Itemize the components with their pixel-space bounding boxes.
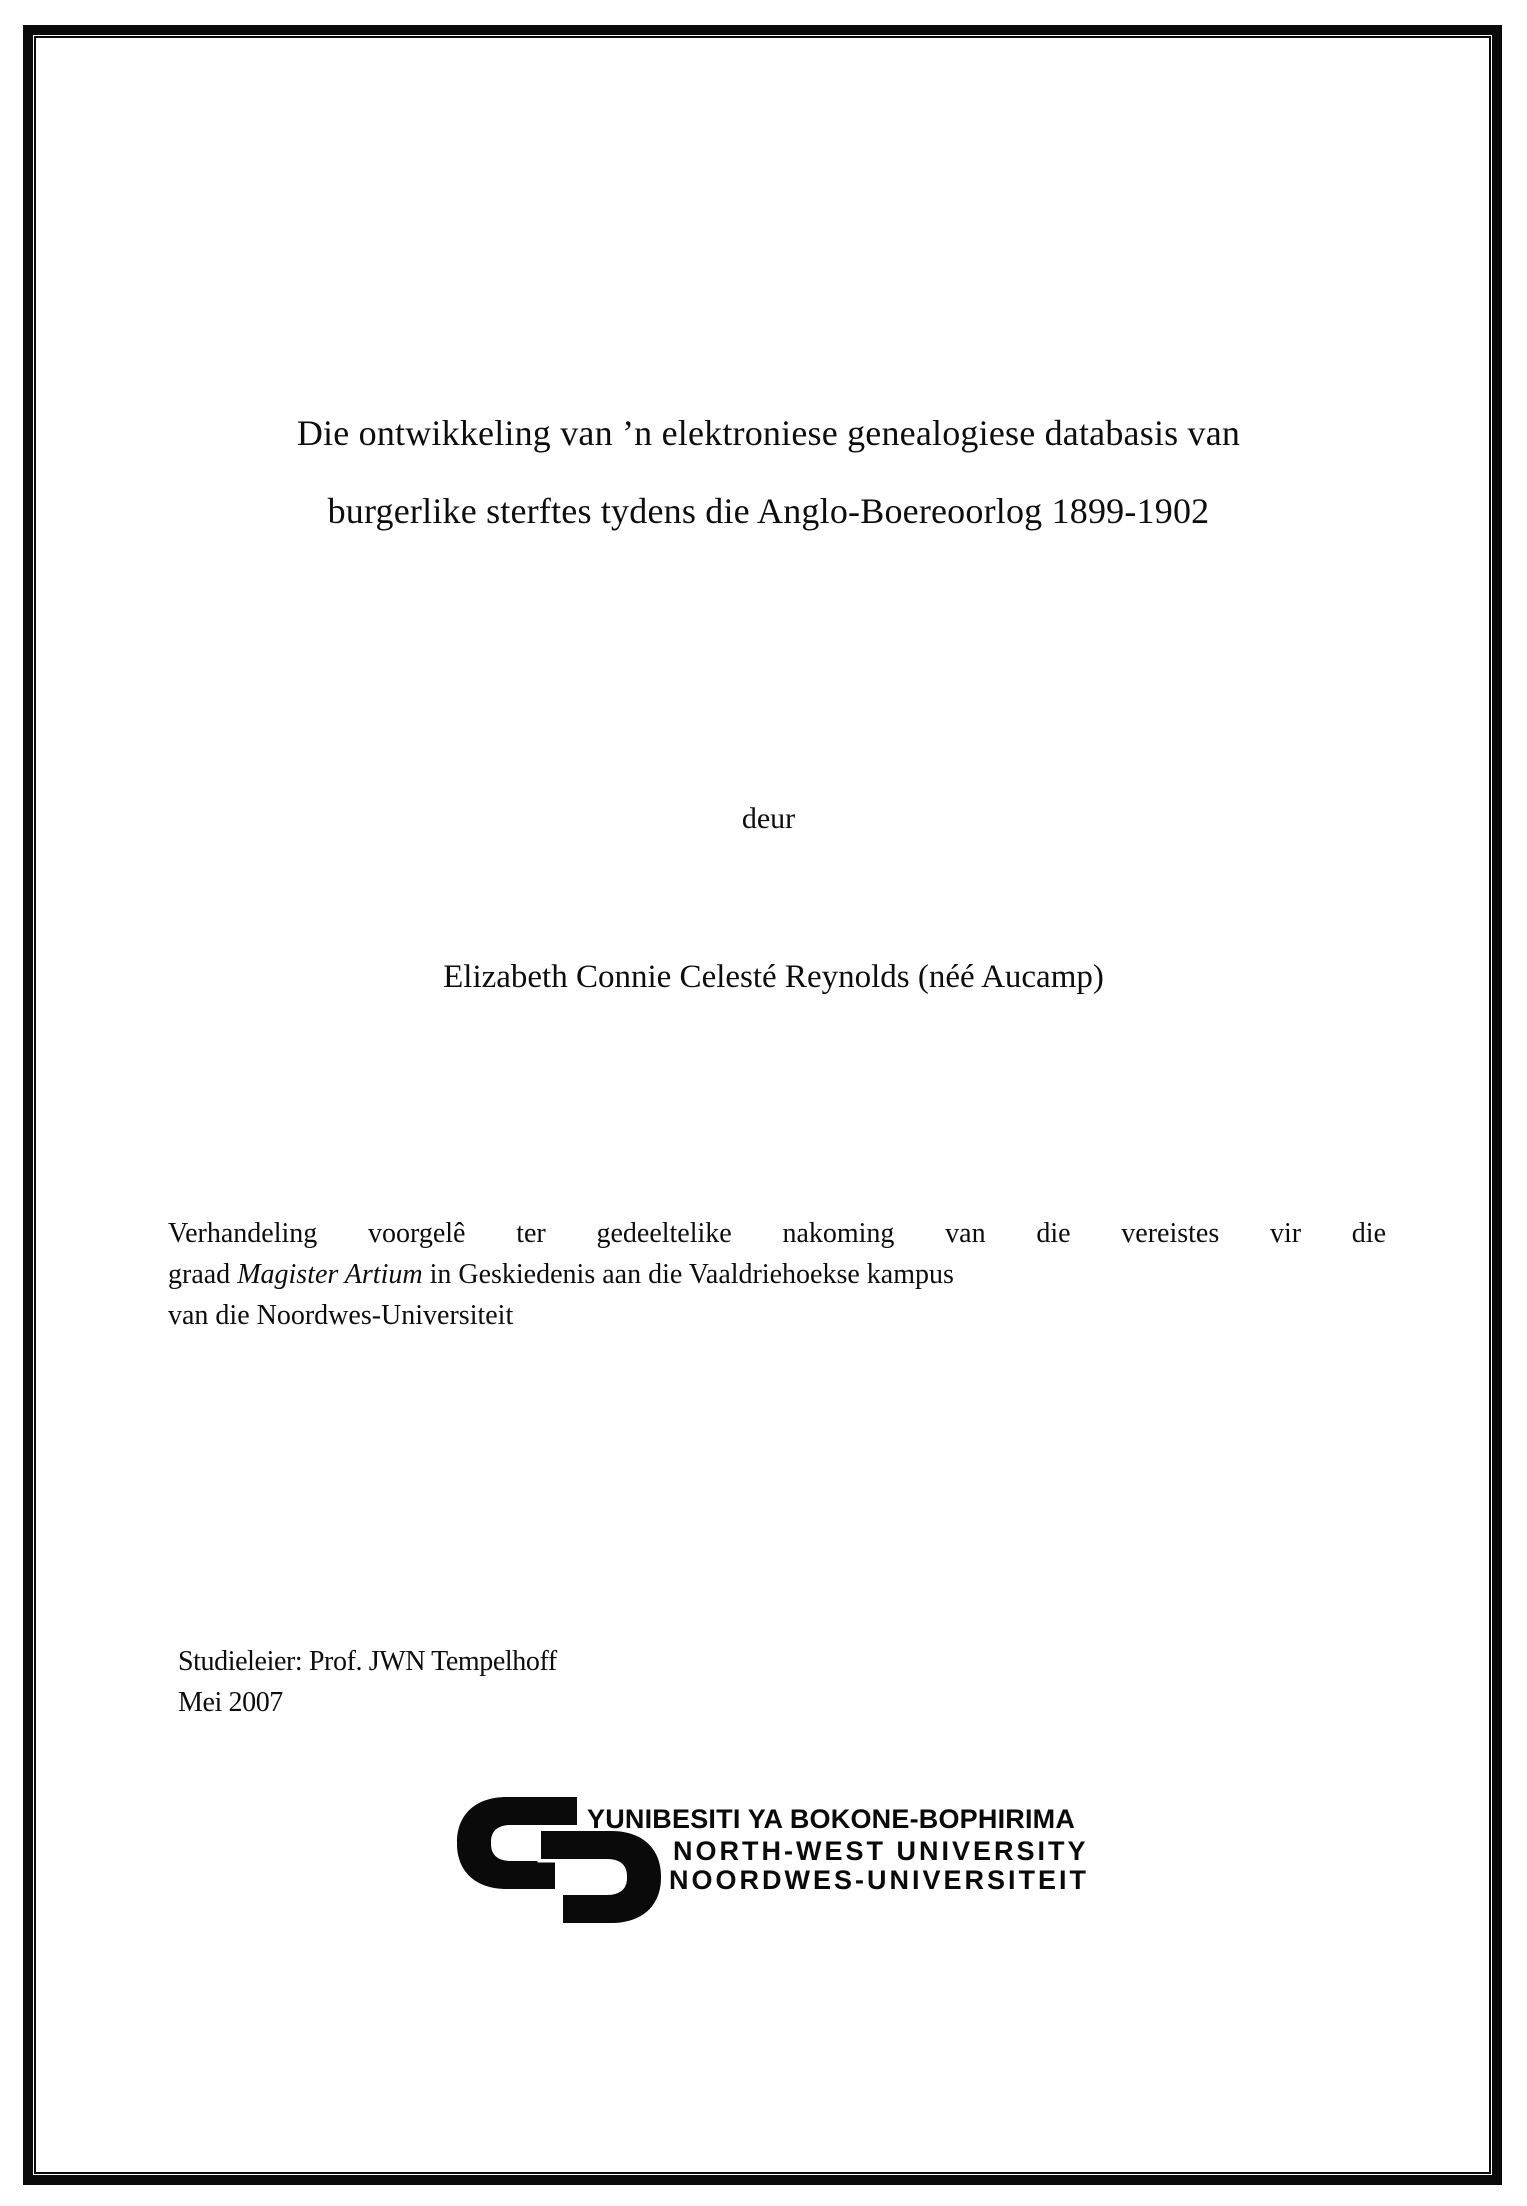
logo-text-setswana: YUNIBESITI YA BOKONE-BOPHIRIMA: [587, 1804, 1076, 1834]
degree-statement-line1: Verhandeling voorgelê ter gedeeltelike nakoming van die vereistes vir die: [168, 1218, 1386, 1249]
supervisor-block: [178, 1641, 557, 1723]
byline: deur: [741, 802, 796, 835]
logo-text-english: NORTH-WEST UNIVERSITY: [673, 1836, 1089, 1866]
degree-statement-line2: [168, 1254, 1386, 1295]
logo-text-afrikaans: NOORDWES-UNIVERSITEIT: [669, 1865, 1090, 1895]
thesis-title: [160, 394, 1377, 550]
date-line: Mei 2007: [178, 1687, 283, 1718]
degree-name-italic: Magister Artium: [237, 1259, 423, 1290]
degree-statement: [168, 1213, 1386, 1336]
north-west-university-logo: [455, 1795, 1155, 1935]
author-name: Elizabeth Connie Celesté Reynolds (néé Aucamp): [443, 959, 1104, 995]
degree-statement-line2-suffix: in Geskiedenis aan die Vaaldriehoekse kampus: [422, 1259, 954, 1290]
thesis-title-line2: burgerlike sterftes tydens die Anglo-Boereoorlog 1899-1902: [327, 491, 1210, 531]
degree-statement-line2-prefix: graad: [168, 1259, 238, 1290]
supervisor-line: Studieleier: Prof. JWN Tempelhoff: [178, 1646, 557, 1677]
thesis-title-line1: Die ontwikkeling van ’n elektroniese genealogiese databasis van: [296, 413, 1241, 453]
degree-statement-line3: van die Noordwes-Universiteit: [168, 1300, 514, 1331]
